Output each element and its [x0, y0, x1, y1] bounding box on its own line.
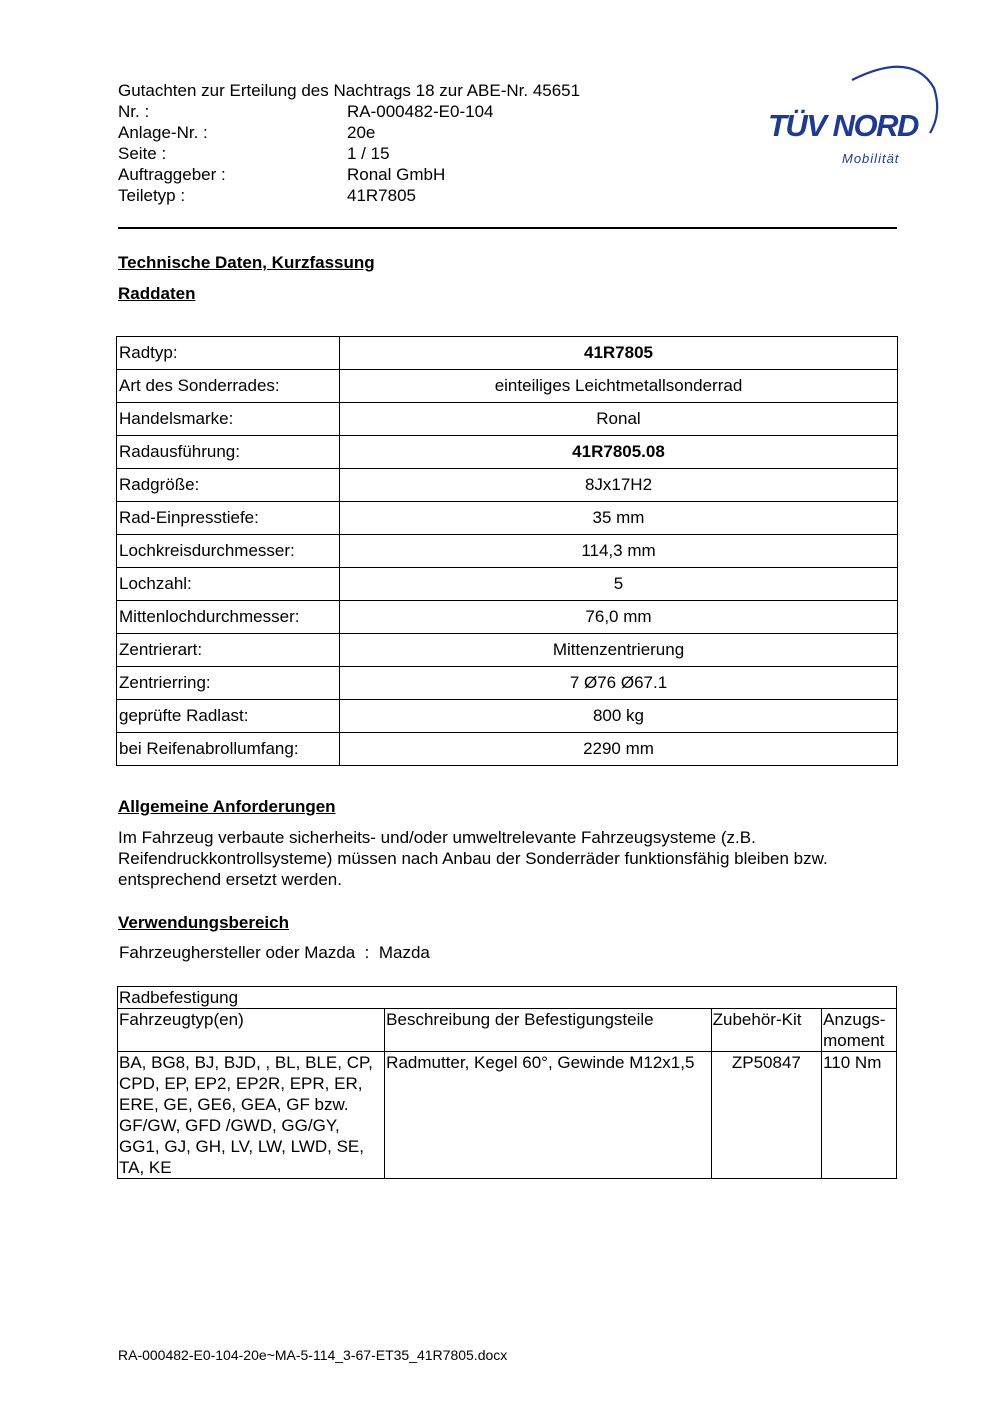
col-header-fahrzeugtyp: Fahrzeugtyp(en)	[118, 1009, 385, 1052]
raddaten-label: Radausführung:	[117, 436, 340, 469]
table-row	[117, 370, 898, 403]
raddaten-value: einteiliges Leichtmetallsonderrad	[340, 370, 898, 403]
raddaten-label: Lochzahl:	[117, 568, 340, 601]
header-value: RA-000482-E0-104	[347, 102, 494, 121]
header-field-anlage	[118, 122, 678, 143]
raddaten-table	[116, 336, 898, 766]
table-caption-row	[118, 987, 897, 1009]
raddaten-value: 41R7805	[340, 337, 898, 370]
raddaten-label: Lochkreisdurchmesser:	[117, 535, 340, 568]
raddaten-value: 76,0 mm	[340, 601, 898, 634]
table-row	[117, 502, 898, 535]
header-value: 1 / 15	[347, 144, 390, 163]
document-title: Gutachten zur Erteilung des Nachtrags 18 zur ABE-Nr. 45651	[118, 81, 581, 100]
col-header-beschreibung: Beschreibung der Befestigungsteile	[385, 1009, 711, 1052]
table-row	[117, 667, 898, 700]
col-header-anzugsmoment: Anzugs-moment	[822, 1009, 897, 1052]
table-row	[117, 535, 898, 568]
table-row	[117, 733, 898, 766]
table-row	[117, 568, 898, 601]
raddaten-value: 7 Ø76 Ø67.1	[340, 667, 898, 700]
raddaten-value: 35 mm	[340, 502, 898, 535]
raddaten-label: bei Reifenabrollumfang:	[117, 733, 340, 766]
col-header-zubehoer-kit: Zubehör-Kit	[711, 1009, 821, 1052]
section-heading-raddaten: Raddaten	[118, 284, 196, 303]
raddaten-value: 800 kg	[340, 700, 898, 733]
section-heading-technische-daten: Technische Daten, Kurzfassung	[118, 253, 375, 272]
table-row	[117, 700, 898, 733]
raddaten-value: 8Jx17H2	[340, 469, 898, 502]
cell-zubehoer-kit: ZP50847	[711, 1052, 821, 1179]
footer-filename: RA-000482-E0-104-20e~MA-5-114_3-67-ET35_41R7805.docx	[118, 1347, 508, 1363]
raddaten-value: 5	[340, 568, 898, 601]
raddaten-label: Zentrierart:	[117, 634, 340, 667]
header-value: Ronal GmbH	[347, 165, 446, 184]
section-heading-verwendung: Verwendungsbereich	[118, 913, 289, 932]
table-row	[117, 469, 898, 502]
cell-anzugsmoment: 110 Nm	[822, 1052, 897, 1179]
table-row	[117, 403, 898, 436]
fahrzeughersteller-separator: :	[355, 943, 379, 962]
header-value: 20e	[347, 123, 376, 142]
fahrzeughersteller-value: Mazda	[378, 943, 430, 962]
cell-fahrzeugtypen: BA, BG8, BJ, BJD, , BL, BLE, CP, CPD, EP, EP2, EP2R, EPR, ER, ERE, GE, GE6, GEA, GF bzw. GF/GW, GFD /GWD, GG/GY, GG1, GJ, GH, LV, LW, LWD, SE, TA, KE	[118, 1052, 385, 1179]
header-value: 41R7805	[347, 186, 417, 205]
raddaten-label: Rad-Einpresstiefe:	[117, 502, 340, 535]
raddaten-value: 41R7805.08	[340, 436, 898, 469]
logo-subtitle: Mobilität	[842, 151, 900, 166]
raddaten-value: 114,3 mm	[340, 535, 898, 568]
fahrzeughersteller-label: Fahrzeughersteller oder Mazda	[119, 943, 356, 962]
raddaten-label: Handelsmarke:	[117, 403, 340, 436]
table-row	[117, 337, 898, 370]
tuev-nord-logo	[762, 58, 942, 173]
logo-brand: TÜV NORD	[768, 108, 918, 143]
header-field-teiletyp	[118, 185, 678, 206]
table-row	[117, 436, 898, 469]
raddaten-label: Mittenlochdurchmesser:	[117, 601, 340, 634]
cell-beschreibung: Radmutter, Kegel 60°, Gewinde M12x1,5	[385, 1052, 711, 1179]
table-row	[117, 601, 898, 634]
raddaten-value: Mittenzentrierung	[340, 634, 898, 667]
header-field-nr	[118, 101, 678, 122]
radbefestigung-caption: Radbefestigung	[118, 987, 897, 1009]
raddaten-value: Ronal	[340, 403, 898, 436]
allgemeine-text: Im Fahrzeug verbaute sicherheits- und/oder umweltrelevante Fahrzeugsysteme (z.B. Reifendruckkontrollsysteme) müssen nach Anbau der Sonderräder funktionsfähig bleiben bzw. entsprechend ersetzt werden.	[118, 828, 828, 889]
table-row	[117, 634, 898, 667]
header-label: Seite :	[118, 144, 167, 163]
header-label: Teiletyp :	[118, 186, 186, 205]
header-label: Nr. :	[118, 102, 150, 121]
header-field-seite	[118, 143, 678, 164]
raddaten-label: Art des Sonderrades:	[117, 370, 340, 403]
section-heading-allgemeine: Allgemeine Anforderungen	[118, 797, 336, 816]
document-header	[118, 80, 678, 206]
raddaten-label: geprüfte Radlast:	[117, 700, 340, 733]
table-row	[118, 1052, 897, 1179]
fahrzeughersteller-line	[119, 943, 430, 963]
radbefestigung-table	[117, 986, 897, 1179]
header-label: Anlage-Nr. :	[118, 123, 208, 142]
header-field-auftraggeber	[118, 164, 678, 185]
raddaten-label: Radtyp:	[117, 337, 340, 370]
header-divider	[118, 227, 897, 229]
table-header-row	[118, 1009, 897, 1052]
header-label: Auftraggeber :	[118, 165, 226, 184]
raddaten-label: Radgröße:	[117, 469, 340, 502]
raddaten-value: 2290 mm	[340, 733, 898, 766]
raddaten-label: Zentrierring:	[117, 667, 340, 700]
